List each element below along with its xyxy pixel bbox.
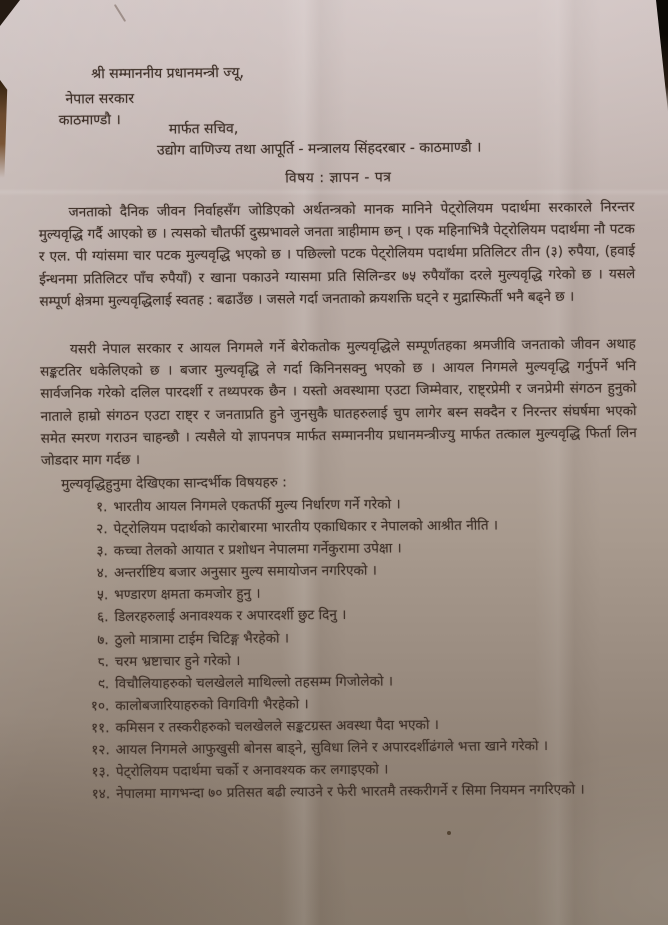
issues-list-header: मुल्यवृद्धिहुनुमा देखिएका सान्दर्भीक विषयहरु : <box>61 474 287 493</box>
list-item-number: १. <box>95 499 108 516</box>
list-item-number: ८. <box>97 653 109 670</box>
list-item-text: भारतीय आयल निगमले एकतर्फी मुल्य निर्धारण गर्ने गरेको । <box>113 496 401 516</box>
list-item-number: १०. <box>90 698 110 715</box>
list-item-text: डिलरहरुलाई अनावश्यक र अपारदर्शी छुट दिनु । <box>114 607 347 626</box>
list-item-number: २. <box>96 521 108 538</box>
list-item-number: ६. <box>97 609 109 626</box>
issues-list <box>41 468 644 806</box>
list-item-14 <box>44 778 644 806</box>
list-item-number: १२. <box>91 742 110 759</box>
list-item-text: अन्तर्राष्टिय बजार अनुसार मुल्य समायोजन नगरिएको । <box>113 562 377 582</box>
list-item-text: भण्डारण क्षमता कमजोर हुनु । <box>114 586 261 604</box>
addressee-line-3: काठमाण्डौ । <box>58 112 121 129</box>
through-line-1: मार्फत सचिव, <box>168 120 239 138</box>
list-item-text: पेट्रोलियम पदार्थमा चर्को र अनावश्यक कर लगाइएको । <box>115 761 389 781</box>
list-item-text: पेट्रोलियम पदार्थको कारोबारमा भारतीय एकाधिकार र नेपालको आश्रीत नीति । <box>113 517 499 538</box>
paper-speck <box>447 831 451 835</box>
through-line-2: उद्योग वाणिज्य तथा आपूर्ति - मन्त्रालय सिंहदरबार - काठमाण्डौ । <box>156 139 482 159</box>
subject-line: विषय : ज्ञापन - पत्र <box>285 169 392 187</box>
addressee-line-1: श्री सम्माननीय प्रधानमन्त्री ज्यू, <box>91 64 244 83</box>
list-item-text: कालोबजारियाहरुको विगविगी भैरहेको । <box>115 696 309 714</box>
list-item-number: ३. <box>96 543 108 560</box>
list-item-number: १४. <box>91 786 111 803</box>
list-item-number: ५. <box>96 587 109 604</box>
list-item-number: ९. <box>97 675 110 693</box>
addressee-line-2: नेपाल सरकार <box>65 90 135 108</box>
list-item-text: नेपालमा मागभन्दा ७० प्रतिसत बढी ल्याउने र फेरी भारतमै तस्करीगर्ने र सिमा नियमन नगरिएको । <box>116 781 585 803</box>
list-item-number: ७. <box>97 631 109 648</box>
list-item-text: आयल निगमले आफुखुसी बोनस बाड्ने, सुविधा लिने र अपारदर्शीढंगले भत्ता खाने गरेको । <box>115 737 549 759</box>
list-item-text: चरम भ्रष्टाचार हुने गरेको । <box>114 652 241 670</box>
list-item-text: कमिसन र तस्करीहरुको चलखेलले सङ्कटग्रस्त अवस्था पैदा भएको । <box>115 716 439 737</box>
list-item-number: ११. <box>90 720 110 737</box>
body-paragraph-1: जनताको दैनिक जीवन निर्वाहसँग जोडिएको अर्थतन्त्रको मानक मानिने पेट्रोलियम पदार्थमा सरकारले निरन्तर मुल्यवृद्धि गर्दै आएको छ । त्यसको चौतर्फी दुस्प्रभावले जनता त्राहीमाम छन् । एक महिनाभित्रै पेट्रोलियम पदार्थमा नौ पटक र एल. पी ग्यांसमा चार पटक मुल्यवृद्धि भएको छ । पछिल्लो पटक पेट्रोलियम पदार्थमा प्रतिलिटर तीन (३) रुपैया, (हवाई ईन्धनमा प्रतिलिटर पाँच रुपैयाँ) र खाना पकाउने ग्यासमा प्रति सिलिन्डर ७५ रुपैयाँका दरले मुल्यवृद्धि गरेको छ । यसले सम्पूर्ण क्षेत्रमा मुल्यवृद्धिलाई स्वतह : बढाउँछ । जसले गर्दा जनताको क्रयशक्ति घट्ने र मुद्रास्फिर्ती भनै बढ्ने छ । <box>38 199 636 310</box>
list-item-text: विचौलियाहरुको चलखेलले माथिल्लो तहसम्म गिजोलेको । <box>115 673 394 692</box>
list-item-text: ठुलो मात्रामा टाईम चिटिङ्ग भैरहेको । <box>114 630 290 648</box>
list-item-number: १३. <box>91 764 111 781</box>
list-item-text: कच्चा तेलको आयात र प्रशोधन नेपालमा गर्नेकुरामा उपेक्षा । <box>113 540 402 560</box>
list-item-number: ४. <box>96 565 109 582</box>
body-paragraph-2: यसरी नेपाल सरकार र आयल निगमले गर्ने बेरोकतोक मुल्यवृद्धिले सम्पूर्णतहका श्रमजीवि जनताको जीवन अथाह सङ्कटतिर धकेलिएको छ । बजार मुल्यवृद्धि ले गर्दा किनिनसक्नु भएको छ । आयल निगमले मुल्यवृद्धि गर्नुपर्ने भनि सार्वजनिक गरेको दलिल पारदर्शी र तथ्यपरक छैन । यस्तो अवस्थामा एउटा जिम्मेवार, राष्ट्रप्रेमी र जनप्रेमी संगठन हुनुको नाताले हाम्रो संगठन एउटा राष्ट्र र जनताप्रति हुने जुनसुकै घातहरुलाई चुप लागेर बस्न सक्दैन र निरन्तर संघर्षमा भएको समेत स्मरण गराउन चाहन्छौ । त्यसैले यो ज्ञापनपत्र मार्फत सम्माननीय प्रधानमन्त्रीज्यु मार्फत तत्काल मुल्यवृद्धि फिर्ता लिन जोडदार माग गर्दछ । <box>40 336 637 469</box>
